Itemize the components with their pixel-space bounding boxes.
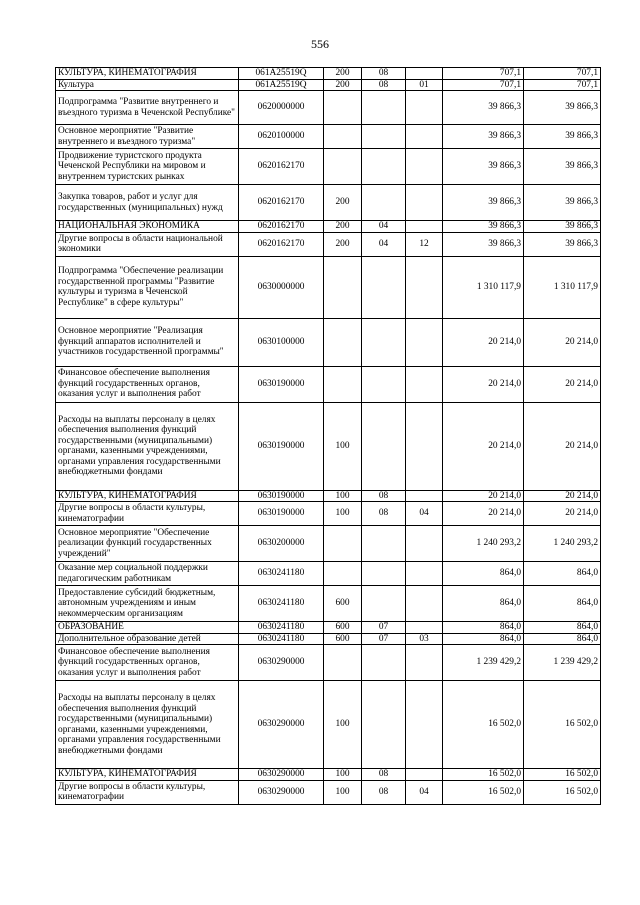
row-name-cell: Другие вопросы в области национальной экономики xyxy=(56,232,239,256)
section-cell xyxy=(362,318,406,366)
amount-2-cell: 20 214,0 xyxy=(524,502,601,526)
row-name-cell: Культура xyxy=(56,79,239,91)
section-cell: 08 xyxy=(362,490,406,502)
amount-1-cell: 39 866,3 xyxy=(443,149,524,185)
row-name-cell: Подпрограмма "Обеспечение реализации государственной программы "Развитие культуры и туризма в Чеченской Республике" в сфере культуры" xyxy=(56,256,239,318)
expense-type-cell: 100 xyxy=(324,490,362,502)
expense-type-cell xyxy=(324,526,362,562)
expense-type-cell: 100 xyxy=(324,502,362,526)
amount-1-cell: 20 214,0 xyxy=(443,318,524,366)
expense-type-cell: 600 xyxy=(324,586,362,622)
section-cell: 04 xyxy=(362,232,406,256)
expense-type-cell xyxy=(324,91,362,125)
row-name-cell: Финансовое обеспечение выполнения функций государственных органов, оказания услуг и выполнения работ xyxy=(56,645,239,681)
amount-1-cell: 707,1 xyxy=(443,68,524,80)
expense-type-cell xyxy=(324,318,362,366)
amount-1-cell: 1 240 293,2 xyxy=(443,526,524,562)
amount-1-cell: 39 866,3 xyxy=(443,221,524,233)
amount-1-cell: 39 866,3 xyxy=(443,91,524,125)
subsection-cell xyxy=(406,91,443,125)
amount-2-cell: 1 310 117,9 xyxy=(524,256,601,318)
budget-table xyxy=(55,67,601,805)
section-cell: 08 xyxy=(362,502,406,526)
amount-1-cell: 707,1 xyxy=(443,79,524,91)
row-name-cell: НАЦИОНАЛЬНАЯ ЭКОНОМИКА xyxy=(56,221,239,233)
row-name-cell: Предоставление субсидий бюджетным, автономным учреждениям и иным некоммерческим организациям xyxy=(56,586,239,622)
target-code-cell: 061А25519Q xyxy=(239,79,324,91)
target-code-cell: 0630290000 xyxy=(239,645,324,681)
row-name-cell: Закупка товаров, работ и услуг для государственных (муниципальных) нужд xyxy=(56,185,239,221)
amount-1-cell: 16 502,0 xyxy=(443,780,524,804)
subsection-cell xyxy=(406,256,443,318)
expense-type-cell xyxy=(324,562,362,586)
amount-1-cell: 20 214,0 xyxy=(443,502,524,526)
amount-1-cell: 39 866,3 xyxy=(443,125,524,149)
expense-type-cell: 200 xyxy=(324,221,362,233)
subsection-cell xyxy=(406,149,443,185)
amount-1-cell: 864,0 xyxy=(443,622,524,634)
amount-2-cell: 20 214,0 xyxy=(524,318,601,366)
row-name-cell: Другие вопросы в области культуры, кинематографии xyxy=(56,780,239,804)
row-name-cell: КУЛЬТУРА, КИНЕМАТОГРАФИЯ xyxy=(56,769,239,781)
amount-2-cell: 1 239 429,2 xyxy=(524,645,601,681)
amount-2-cell: 1 240 293,2 xyxy=(524,526,601,562)
amount-2-cell: 20 214,0 xyxy=(524,402,601,490)
expense-type-cell xyxy=(324,256,362,318)
subsection-cell xyxy=(406,586,443,622)
table-row xyxy=(56,645,601,681)
section-cell xyxy=(362,586,406,622)
section-cell xyxy=(362,149,406,185)
row-name-cell: Другие вопросы в области культуры, кинематографии xyxy=(56,502,239,526)
amount-1-cell: 39 866,3 xyxy=(443,185,524,221)
target-code-cell: 0620162170 xyxy=(239,221,324,233)
section-cell xyxy=(362,125,406,149)
section-cell: 08 xyxy=(362,780,406,804)
subsection-cell xyxy=(406,185,443,221)
expense-type-cell xyxy=(324,125,362,149)
target-code-cell: 0630190000 xyxy=(239,402,324,490)
row-name-cell: Основное мероприятие "Реализация функций аппаратов исполнителей и участников государственной программы" xyxy=(56,318,239,366)
subsection-cell: 04 xyxy=(406,780,443,804)
subsection-cell: 03 xyxy=(406,633,443,645)
expense-type-cell xyxy=(324,366,362,402)
target-code-cell: 0630200000 xyxy=(239,526,324,562)
subsection-cell xyxy=(406,221,443,233)
section-cell xyxy=(362,562,406,586)
amount-2-cell: 707,1 xyxy=(524,68,601,80)
amount-1-cell: 1 310 117,9 xyxy=(443,256,524,318)
section-cell: 07 xyxy=(362,633,406,645)
row-name-cell: КУЛЬТУРА, КИНЕМАТОГРАФИЯ xyxy=(56,68,239,80)
expense-type-cell xyxy=(324,645,362,681)
amount-1-cell: 864,0 xyxy=(443,562,524,586)
target-code-cell: 0630100000 xyxy=(239,318,324,366)
expense-type-cell: 100 xyxy=(324,769,362,781)
subsection-cell xyxy=(406,562,443,586)
target-code-cell: 0620162170 xyxy=(239,232,324,256)
amount-2-cell: 39 866,3 xyxy=(524,91,601,125)
section-cell xyxy=(362,366,406,402)
row-name-cell: Расходы на выплаты персоналу в целях обеспечения выполнения функций государственными (муниципальными) органами, казенными учреждениями, органами управления государственными внебюджетными фондами xyxy=(56,402,239,490)
row-name-cell: Продвижение туристского продукта Чеченской Республики на мировом и внутреннем туристских рынках xyxy=(56,149,239,185)
page-number: 556 xyxy=(311,37,329,51)
subsection-cell: 12 xyxy=(406,232,443,256)
table-row xyxy=(56,633,601,645)
amount-1-cell: 20 214,0 xyxy=(443,490,524,502)
section-cell: 08 xyxy=(362,68,406,80)
row-name-cell: Основное мероприятие "Развитие внутреннего и въездного туризма" xyxy=(56,125,239,149)
table-row xyxy=(56,185,601,221)
target-code-cell: 0630290000 xyxy=(239,780,324,804)
target-code-cell: 0630290000 xyxy=(239,769,324,781)
row-name-cell: Оказание мер социальной поддержки педагогическим работникам xyxy=(56,562,239,586)
subsection-cell xyxy=(406,125,443,149)
subsection-cell: 01 xyxy=(406,79,443,91)
target-code-cell: 0630241180 xyxy=(239,622,324,634)
target-code-cell: 0630241180 xyxy=(239,562,324,586)
expense-type-cell xyxy=(324,149,362,185)
amount-2-cell: 864,0 xyxy=(524,633,601,645)
expense-type-cell: 200 xyxy=(324,232,362,256)
amount-2-cell: 39 866,3 xyxy=(524,149,601,185)
subsection-cell xyxy=(406,490,443,502)
subsection-cell xyxy=(406,402,443,490)
section-cell xyxy=(362,645,406,681)
amount-2-cell: 864,0 xyxy=(524,586,601,622)
amount-1-cell: 39 866,3 xyxy=(443,232,524,256)
amount-1-cell: 20 214,0 xyxy=(443,402,524,490)
row-name-cell: КУЛЬТУРА, КИНЕМАТОГРАФИЯ xyxy=(56,490,239,502)
amount-2-cell: 20 214,0 xyxy=(524,366,601,402)
amount-1-cell: 1 239 429,2 xyxy=(443,645,524,681)
table-row xyxy=(56,68,601,80)
section-cell: 07 xyxy=(362,622,406,634)
subsection-cell xyxy=(406,526,443,562)
row-name-cell: Финансовое обеспечение выполнения функций государственных органов, оказания услуг и выполнения работ xyxy=(56,366,239,402)
section-cell xyxy=(362,185,406,221)
table-row xyxy=(56,91,601,125)
expense-type-cell: 100 xyxy=(324,402,362,490)
table-row xyxy=(56,490,601,502)
amount-2-cell: 16 502,0 xyxy=(524,769,601,781)
expense-type-cell: 100 xyxy=(324,681,362,769)
expense-type-cell: 600 xyxy=(324,633,362,645)
table-row xyxy=(56,149,601,185)
subsection-cell xyxy=(406,622,443,634)
expense-type-cell: 600 xyxy=(324,622,362,634)
amount-2-cell: 16 502,0 xyxy=(524,681,601,769)
table-row xyxy=(56,232,601,256)
target-code-cell: 0620000000 xyxy=(239,91,324,125)
table-row xyxy=(56,221,601,233)
expense-type-cell: 200 xyxy=(324,68,362,80)
target-code-cell: 0630290000 xyxy=(239,681,324,769)
target-code-cell: 061А25519Q xyxy=(239,68,324,80)
target-code-cell: 0620100000 xyxy=(239,125,324,149)
subsection-cell xyxy=(406,318,443,366)
table-row xyxy=(56,769,601,781)
target-code-cell: 0630000000 xyxy=(239,256,324,318)
target-code-cell: 0630190000 xyxy=(239,490,324,502)
section-cell xyxy=(362,91,406,125)
row-name-cell: ОБРАЗОВАНИЕ xyxy=(56,622,239,634)
table-row xyxy=(56,502,601,526)
subsection-cell xyxy=(406,681,443,769)
table-row xyxy=(56,366,601,402)
table-row xyxy=(56,256,601,318)
table-row xyxy=(56,526,601,562)
row-name-cell: Подпрограмма "Развитие внутреннего и въездного туризма в Чеченской Республике" xyxy=(56,91,239,125)
subsection-cell xyxy=(406,645,443,681)
amount-2-cell: 39 866,3 xyxy=(524,232,601,256)
table-row xyxy=(56,780,601,804)
amount-2-cell: 20 214,0 xyxy=(524,490,601,502)
amount-2-cell: 39 866,3 xyxy=(524,221,601,233)
section-cell: 04 xyxy=(362,221,406,233)
section-cell xyxy=(362,526,406,562)
row-name-cell: Дополнительное образование детей xyxy=(56,633,239,645)
section-cell xyxy=(362,681,406,769)
target-code-cell: 0630190000 xyxy=(239,366,324,402)
target-code-cell: 0630241180 xyxy=(239,633,324,645)
amount-1-cell: 864,0 xyxy=(443,633,524,645)
amount-1-cell: 16 502,0 xyxy=(443,769,524,781)
table-row xyxy=(56,586,601,622)
subsection-cell xyxy=(406,366,443,402)
table-row xyxy=(56,79,601,91)
table-row xyxy=(56,622,601,634)
budget-table-body xyxy=(56,68,601,805)
amount-2-cell: 16 502,0 xyxy=(524,780,601,804)
expense-type-cell: 200 xyxy=(324,79,362,91)
section-cell xyxy=(362,256,406,318)
amount-1-cell: 864,0 xyxy=(443,586,524,622)
subsection-cell xyxy=(406,68,443,80)
target-code-cell: 0620162170 xyxy=(239,185,324,221)
table-row xyxy=(56,402,601,490)
amount-2-cell: 864,0 xyxy=(524,622,601,634)
row-name-cell: Основное мероприятие "Обеспечение реализации функций государственных учреждений" xyxy=(56,526,239,562)
subsection-cell: 04 xyxy=(406,502,443,526)
amount-1-cell: 20 214,0 xyxy=(443,366,524,402)
amount-2-cell: 707,1 xyxy=(524,79,601,91)
target-code-cell: 0630190000 xyxy=(239,502,324,526)
target-code-cell: 0630241180 xyxy=(239,586,324,622)
target-code-cell: 0620162170 xyxy=(239,149,324,185)
expense-type-cell: 200 xyxy=(324,185,362,221)
table-row xyxy=(56,681,601,769)
subsection-cell xyxy=(406,769,443,781)
section-cell xyxy=(362,402,406,490)
amount-1-cell: 16 502,0 xyxy=(443,681,524,769)
section-cell: 08 xyxy=(362,769,406,781)
table-row xyxy=(56,562,601,586)
row-name-cell: Расходы на выплаты персоналу в целях обеспечения выполнения функций государственными (муниципальными) органами, казенными учреждениями, органами управления государственными внебюджетными фондами xyxy=(56,681,239,769)
table-row xyxy=(56,318,601,366)
amount-2-cell: 864,0 xyxy=(524,562,601,586)
table-row xyxy=(56,125,601,149)
section-cell: 08 xyxy=(362,79,406,91)
amount-2-cell: 39 866,3 xyxy=(524,185,601,221)
amount-2-cell: 39 866,3 xyxy=(524,125,601,149)
expense-type-cell: 100 xyxy=(324,780,362,804)
